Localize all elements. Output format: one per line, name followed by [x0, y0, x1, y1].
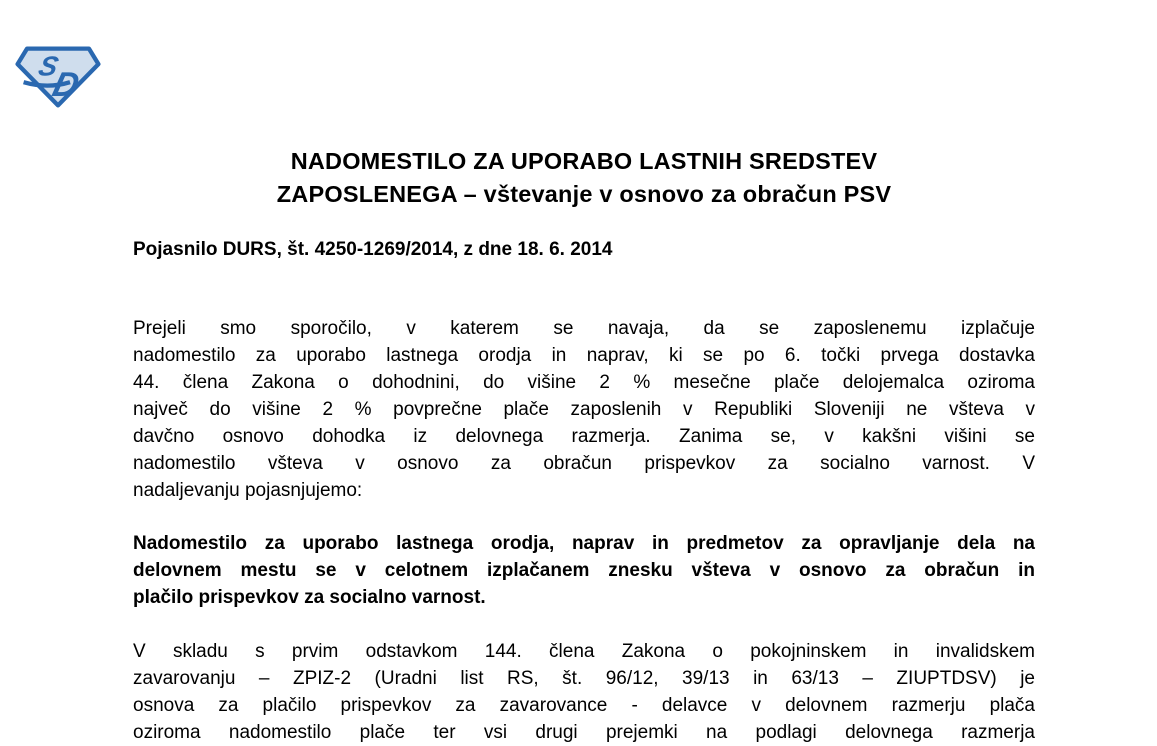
text-line: zavarovanju – ZPIZ-2 (Uradni list RS, št. 96/12, 39/13 in 63/13 – ZIUPTDSV) je: [133, 668, 1035, 689]
text-line: plačilo prispevkov za socialno varnost.: [133, 587, 486, 608]
text-line: V skladu s prvim odstavkom 144. člena Zakona o pokojninskem in invalidskem: [133, 641, 1035, 662]
document-subtitle: Pojasnilo DURS, št. 4250-1269/2014, z dne 18. 6. 2014: [133, 239, 613, 260]
sd-logo: [15, 46, 101, 108]
text-line: NADOMESTILO ZA UPORABO LASTNIH SREDSTEV: [290, 148, 878, 174]
paragraph-answer-summary: [133, 530, 1035, 611]
text-line: nadomestilo za uporabo lastnega orodja in naprav, ki se po 6. točki prvega dostavka: [133, 345, 1035, 366]
text-line: delovnem mestu se v celotnem izplačanem znesku všteva v osnovo za obračun in: [133, 560, 1035, 581]
logo-letter-d: D: [48, 65, 84, 104]
logo-letter-s: S: [35, 50, 62, 82]
text-line: oziroma nadomestilo plače ter vsi drugi prejemki na podlagi delovnega razmerja: [133, 722, 1035, 743]
document-title: [133, 145, 1035, 211]
text-line: ZAPOSLENEGA – vštevanje v osnovo za obračun PSV: [276, 181, 892, 207]
text-line: Nadomestilo za uporabo lastnega orodja, naprav in predmetov za opravljanje dela na: [133, 533, 1035, 554]
text-line: nadaljevanju pojasnjujemo:: [133, 480, 363, 501]
text-line: nadomestilo všteva v osnovo za obračun prispevkov za socialno varnost. V: [133, 453, 1035, 474]
text-line: davčno osnovo dohodka iz delovnega razmerja. Zanima se, v kakšni višini se: [133, 426, 1035, 447]
text-line: Prejeli smo sporočilo, v katerem se navaja, da se zaposlenemu izplačuje: [133, 318, 1035, 339]
text-line: največ do višine 2 % povprečne plače zaposlenih v Republiki Sloveniji ne všteva v: [133, 399, 1035, 420]
text-line: 44. člena Zakona o dohodnini, do višine 2 % mesečne plače delojemalca oziroma: [133, 372, 1035, 393]
paragraph-question: [133, 315, 1035, 504]
text-line: osnova za plačilo prispevkov za zavarovance - delavce v delovnem razmerju plača: [133, 695, 1035, 716]
sd-shield-icon: [15, 46, 101, 108]
paragraph-legal-basis: [133, 638, 1035, 746]
